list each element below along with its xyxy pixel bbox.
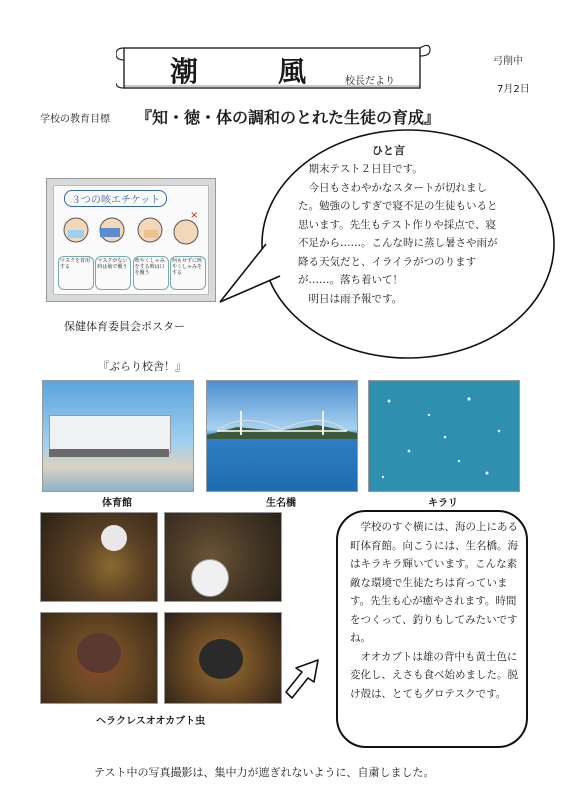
poster-heading: ３つの咳エチケット: [64, 190, 167, 207]
issue-date: 7月2日: [497, 84, 530, 95]
newsletter-title: 潮 風: [170, 55, 333, 88]
arrow-icon: [282, 652, 330, 700]
gym-photo: [42, 380, 194, 492]
no-etiquette-face-icon: [174, 210, 198, 244]
gym-foundation: [49, 449, 169, 457]
hitokoto-text: [298, 160, 498, 308]
poster-cell: 咳やくしゃみをする時は口を覆う: [133, 256, 169, 290]
poster-photo: [46, 178, 216, 302]
svg-text:×: ×: [190, 210, 199, 221]
hand-face-icon: [138, 218, 162, 242]
photo-caption: キラリ: [428, 498, 458, 509]
dish-object: [191, 559, 229, 597]
poster-caption: 保健体育委員会ポスター: [64, 320, 185, 333]
hitokoto-heading: ひと言: [372, 144, 405, 157]
beetle-body: [77, 633, 121, 673]
hitokoto-paragraph: 明日は雨予報です。: [308, 292, 403, 305]
footer-note: テスト中の写真撮影は、集中力が遮ぎれないように、自粛しました。: [94, 766, 435, 779]
education-goal: 『知・徳・体の調和のとれた生徒の育成』: [136, 108, 441, 127]
beetle-photo: [40, 512, 158, 602]
beetle-caption: ヘラクレスオオカブト虫: [96, 716, 206, 727]
sparkle-dots: [369, 381, 519, 491]
poster-cell: マスクを着用する: [58, 256, 94, 290]
poster-cell: マスクがない時は袖で覆う: [95, 256, 131, 290]
sea-sparkle-photo: [368, 380, 520, 492]
commentary-paragraph: オオカブトは雄の背中も黄土色に変化し、えさも食べ始めました。脱け殻は、とてもグロテスクです。: [350, 650, 518, 700]
poster-faces: [60, 210, 204, 254]
gym-building: [49, 415, 171, 453]
beetle-photo: [40, 612, 158, 704]
school-name: 弓削中: [493, 56, 523, 67]
education-goal-label: 学校の教育目標: [40, 114, 110, 125]
mask-face-icon: [64, 218, 88, 242]
beetle-photo: [164, 612, 282, 704]
bridge-photo: [206, 380, 358, 492]
poster-sheet: [53, 185, 209, 295]
tour-heading: 『ぶらり校舎！』: [98, 360, 186, 373]
commentary-paragraph: 学校のすぐ横には、海の上にある町体育館。向こうには、生名橋。海はキラキラ輝いています。こんな素敵な環境で生徒たちは育っています。先生も心が癒やされます。時間をつくって、釣りもしてみたいですね。: [350, 521, 518, 644]
bridge-drawing: [207, 381, 357, 491]
hitokoto-paragraph: 今日もさわやかなスタートが切れました。勉強のしすぎで寝不足の生徒もいると思います。先生もテスト作りや採点で、寝不足から……。こんな時に蒸し暑さや雨が降る天気だと、イライラがつのりますが……。落ち着いて！: [298, 181, 498, 286]
photo-caption: 生名橋: [266, 498, 296, 509]
poster-cell: 何もせずに咳やくしゃみをする: [170, 256, 206, 290]
beetle-photo: [164, 512, 282, 602]
newsletter-subtitle: 校長だより: [345, 76, 395, 87]
sleeve-face-icon: [100, 218, 124, 242]
photo-caption: 体育館: [102, 498, 132, 509]
shell-object: [101, 525, 127, 551]
hitokoto-paragraph: 期末テスト２日目です。: [308, 163, 423, 175]
commentary-text: [350, 518, 520, 703]
beetle-body: [199, 639, 243, 679]
